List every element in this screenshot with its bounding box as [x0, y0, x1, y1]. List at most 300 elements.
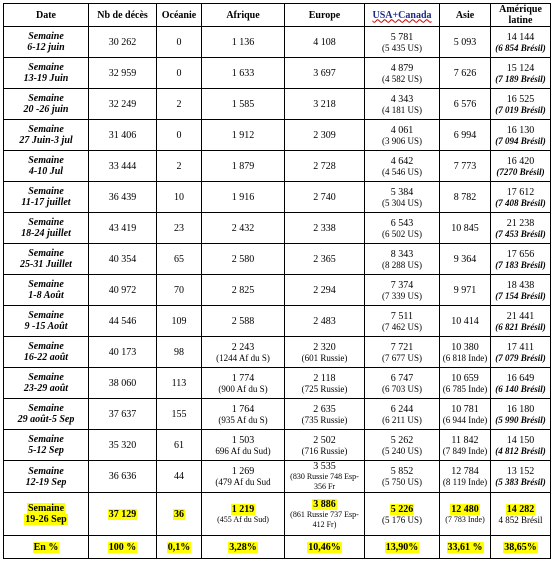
usa-cell — [365, 306, 440, 337]
latam-cell — [491, 89, 551, 120]
date-line1: Semaine — [28, 62, 64, 73]
usa-detail: (5 304 US) — [382, 197, 422, 208]
latam-cell — [491, 399, 551, 430]
latam-detail: (4 812 Brésil) — [495, 445, 546, 456]
usa-cell — [365, 461, 440, 493]
asie-cell — [440, 368, 491, 399]
usa-value: 5 384 — [390, 186, 414, 198]
asie-cell — [440, 244, 491, 275]
date-line1: Semaine — [28, 217, 64, 228]
percent-afrique: 3,28% — [229, 541, 257, 553]
deces-value: 40 173 — [108, 346, 137, 358]
asie-cell — [440, 493, 491, 536]
afrique-value: 1 219 — [231, 503, 255, 515]
deces-cell — [89, 58, 157, 89]
oceanie-value: 155 — [171, 408, 187, 420]
date-line2: 25-31 Juillet — [20, 259, 72, 270]
oceanie-cell — [157, 368, 202, 399]
europe-value: 4 108 — [313, 36, 336, 48]
afrique-value: 2 825 — [231, 284, 255, 296]
percent-label-cell — [4, 536, 89, 559]
europe-value: 2 309 — [313, 129, 336, 141]
afrique-value: 1 764 — [231, 403, 255, 415]
afrique-detail: (900 Af du S) — [218, 383, 268, 394]
europe-cell — [285, 27, 365, 58]
usa-cell — [365, 182, 440, 213]
percent-latam-cell — [491, 536, 551, 559]
percent-europe-cell — [285, 536, 365, 559]
latam-detail: 4 852 Brésil — [498, 514, 543, 525]
afrique-detail: (479 Af du Sud — [215, 477, 271, 487]
oceanie-cell — [157, 306, 202, 337]
asie-cell — [440, 58, 491, 89]
date-cell — [4, 244, 89, 275]
latam-value: 17 411 — [506, 341, 535, 353]
usa-value: 5 781 — [390, 31, 414, 43]
latam-cell — [491, 120, 551, 151]
latam-value: 16 649 — [506, 372, 535, 384]
oceanie-cell — [157, 461, 202, 493]
percent-afrique-cell — [202, 536, 285, 559]
afrique-cell — [202, 120, 285, 151]
afrique-cell — [202, 27, 285, 58]
usa-value: 6 543 — [390, 217, 414, 229]
deces-value: 40 972 — [108, 284, 137, 296]
deces-cell — [89, 182, 157, 213]
asie-cell — [440, 306, 491, 337]
date-line1: Semaine — [28, 124, 64, 135]
europe-detail: (861 Russie 737 Esp-412 Fr) — [290, 509, 359, 529]
afrique-cell — [202, 213, 285, 244]
latam-detail: (6 140 Brésil) — [495, 383, 546, 394]
week-row — [4, 337, 551, 368]
europe-cell — [285, 182, 365, 213]
date-line1: Semaine — [28, 372, 64, 383]
deces-value: 32 249 — [108, 98, 137, 110]
oceanie-value: 2 — [176, 98, 182, 110]
oceanie-value: 65 — [174, 253, 184, 265]
afrique-detail: (455 Af du Sud) — [217, 514, 269, 524]
usa-detail: (6 703 US) — [382, 383, 422, 394]
latam-cell — [491, 244, 551, 275]
afrique-cell — [202, 182, 285, 213]
latam-value: 16 525 — [506, 93, 535, 105]
europe-value: 3 535 — [313, 461, 336, 472]
asie-cell — [440, 337, 491, 368]
afrique-value: 1 136 — [231, 36, 255, 48]
oceanie-cell — [157, 493, 202, 536]
latam-detail: (5 383 Brésil) — [495, 477, 546, 487]
header-asie: Asie — [440, 4, 491, 27]
afrique-value: 1 916 — [231, 191, 255, 203]
date-line2: 4-10 Jul — [28, 166, 64, 177]
europe-cell — [285, 58, 365, 89]
date-line1: Semaine — [28, 155, 64, 166]
deces-cell — [89, 213, 157, 244]
week-row — [4, 430, 551, 461]
usa-detail: (5 750 US) — [382, 477, 422, 487]
deces-cell — [89, 399, 157, 430]
usa-value: 6 244 — [390, 403, 414, 415]
europe-detail: (725 Russie) — [301, 383, 348, 394]
usa-cell — [365, 151, 440, 182]
usa-value: 4 061 — [390, 124, 414, 136]
oceanie-value: 61 — [174, 439, 184, 451]
afrique-cell — [202, 275, 285, 306]
usa-value: 8 343 — [390, 248, 414, 260]
usa-cell — [365, 244, 440, 275]
afrique-value: 1 269 — [231, 466, 255, 477]
deces-value: 37 637 — [108, 408, 137, 420]
week-row — [4, 58, 551, 89]
header-amerique-latine: Amérique latine — [491, 4, 551, 27]
europe-value: 2 320 — [313, 341, 336, 353]
deces-cell — [89, 151, 157, 182]
latam-detail: (7 183 Brésil) — [495, 259, 546, 270]
header-usa-canada: USA+Canada — [365, 4, 440, 27]
europe-value: 2 338 — [313, 222, 336, 234]
oceanie-value: 0 — [176, 67, 182, 79]
asie-cell — [440, 120, 491, 151]
usa-cell — [365, 399, 440, 430]
header-afrique: Afrique — [202, 4, 285, 27]
latam-value: 14 282 — [506, 503, 535, 515]
usa-detail: (7 462 US) — [382, 321, 422, 332]
date-cell — [4, 58, 89, 89]
afrique-value: 1 585 — [231, 98, 255, 110]
oceanie-cell — [157, 213, 202, 244]
oceanie-cell — [157, 244, 202, 275]
date-line1: Semaine — [28, 465, 64, 477]
date-cell — [4, 89, 89, 120]
afrique-cell — [202, 58, 285, 89]
percent-oceanie: 0,1% — [167, 541, 191, 553]
usa-value: 4 343 — [390, 93, 414, 105]
asie-value: 7 773 — [453, 160, 477, 172]
usa-detail: (6 211 US) — [382, 414, 422, 425]
usa-cell — [365, 89, 440, 120]
date-line1: Semaine — [28, 310, 64, 321]
percent-row — [4, 536, 551, 559]
usa-cell — [365, 27, 440, 58]
europe-cell — [285, 213, 365, 244]
oceanie-cell — [157, 89, 202, 120]
usa-cell — [365, 58, 440, 89]
latam-value: 17 656 — [506, 248, 535, 260]
usa-detail: (7 339 US) — [382, 290, 422, 301]
date-line2: 23-29 août — [23, 383, 69, 394]
usa-detail: (8 288 US) — [382, 259, 422, 270]
asie-value: 7 626 — [453, 67, 477, 79]
percent-usa: 13,90% — [385, 541, 419, 553]
usa-detail: (4 181 US) — [382, 104, 422, 115]
deces-value: 44 546 — [108, 315, 137, 327]
europe-value: 2 118 — [313, 372, 336, 384]
asie-cell — [440, 89, 491, 120]
deaths-table — [3, 3, 551, 559]
date-cell — [4, 120, 89, 151]
afrique-value: 1 912 — [231, 129, 255, 141]
oceanie-value: 44 — [174, 471, 184, 482]
usa-detail: (4 582 US) — [382, 73, 422, 84]
europe-value: 3 886 — [313, 498, 336, 510]
week-row — [4, 120, 551, 151]
latam-cell — [491, 306, 551, 337]
asie-value: 10 845 — [451, 222, 479, 234]
europe-cell — [285, 120, 365, 151]
afrique-detail: 696 Af du Sud) — [215, 445, 271, 456]
date-cell — [4, 213, 89, 244]
oceanie-cell — [157, 337, 202, 368]
latam-detail: (7 453 Brésil) — [495, 228, 546, 239]
date-line1: Semaine — [28, 341, 64, 352]
asie-cell — [440, 27, 491, 58]
europe-value: 2 483 — [313, 315, 336, 327]
oceanie-value: 0 — [176, 129, 182, 141]
deces-cell — [89, 244, 157, 275]
afrique-cell — [202, 430, 285, 461]
asie-value: 6 576 — [453, 98, 477, 110]
percent-europe: 10,46% — [308, 541, 341, 553]
date-line2: 20 -26 juin — [23, 104, 69, 115]
date-line2: 29 août-5 Sep — [17, 414, 75, 425]
usa-cell — [365, 120, 440, 151]
usa-cell — [365, 213, 440, 244]
week-row — [4, 399, 551, 430]
deces-value: 43 419 — [108, 222, 137, 234]
asie-value: 10 414 — [451, 315, 479, 327]
latam-value: 16 420 — [506, 155, 535, 167]
europe-value: 2 635 — [313, 403, 336, 415]
week-row — [4, 275, 551, 306]
asie-detail: (7 849 Inde) — [442, 445, 488, 456]
latam-cell — [491, 275, 551, 306]
date-line2: 13-19 Juin — [23, 73, 69, 84]
afrique-cell — [202, 151, 285, 182]
afrique-cell — [202, 244, 285, 275]
oceanie-value: 98 — [174, 346, 184, 358]
date-line1: Semaine — [28, 248, 64, 259]
latam-value: 21 238 — [506, 217, 535, 229]
oceanie-cell — [157, 27, 202, 58]
asie-value: 9 364 — [453, 253, 477, 265]
deces-cell — [89, 461, 157, 493]
asie-value: 5 093 — [453, 36, 477, 48]
percent-asie-cell — [440, 536, 491, 559]
europe-detail: (601 Russie) — [301, 352, 348, 363]
highlight-row — [4, 493, 551, 536]
latam-cell — [491, 337, 551, 368]
date-line1: Semaine — [28, 186, 64, 197]
europe-detail: (716 Russie) — [301, 445, 348, 456]
deces-value: 30 262 — [108, 36, 137, 48]
latam-detail: (6 821 Brésil) — [495, 321, 546, 332]
latam-detail: (6 854 Brésil) — [495, 42, 546, 53]
date-line2: 27 Juin-3 jul — [19, 135, 73, 146]
usa-detail: (7 677 US) — [382, 352, 422, 363]
date-line1: Semaine — [28, 279, 64, 290]
latam-value: 16 180 — [506, 403, 535, 415]
date-cell — [4, 461, 89, 493]
europe-value: 2 502 — [313, 434, 336, 446]
usa-detail: (5 240 US) — [382, 445, 422, 456]
afrique-value: 1 503 — [231, 434, 255, 446]
latam-detail: (7 408 Brésil) — [495, 197, 546, 208]
week-row — [4, 213, 551, 244]
asie-cell — [440, 275, 491, 306]
afrique-cell — [202, 368, 285, 399]
date-line2: 5-12 Sep — [28, 445, 64, 456]
oceanie-value: 109 — [171, 315, 187, 327]
asie-value: 11 842 — [451, 434, 479, 446]
oceanie-cell — [157, 151, 202, 182]
latam-detail: (7 189 Brésil) — [495, 73, 546, 84]
asie-cell — [440, 182, 491, 213]
oceanie-cell — [157, 182, 202, 213]
latam-detail: (7 154 Brésil) — [495, 290, 546, 301]
latam-cell — [491, 151, 551, 182]
europe-cell — [285, 461, 365, 493]
latam-detail: (7 094 Brésil) — [495, 135, 546, 146]
afrique-detail: (1244 Af du S) — [216, 352, 270, 363]
usa-value: 7 721 — [390, 341, 414, 353]
deces-cell — [89, 493, 157, 536]
usa-value: 6 747 — [390, 372, 414, 384]
asie-cell — [440, 399, 491, 430]
date-cell — [4, 275, 89, 306]
week-row — [4, 244, 551, 275]
europe-cell — [285, 151, 365, 182]
percent-deces-cell — [89, 536, 157, 559]
latam-detail: (5 990 Brésil) — [495, 414, 546, 425]
date-cell — [4, 27, 89, 58]
asie-value: 12 784 — [451, 466, 479, 477]
date-line2: 16-22 août — [23, 352, 69, 363]
asie-cell — [440, 461, 491, 493]
europe-value: 2 728 — [313, 160, 336, 172]
deces-cell — [89, 337, 157, 368]
asie-cell — [440, 430, 491, 461]
europe-cell — [285, 337, 365, 368]
week-row — [4, 461, 551, 493]
asie-detail: (6 944 Inde) — [442, 414, 488, 425]
week-row — [4, 151, 551, 182]
deces-value: 35 320 — [108, 439, 137, 451]
deces-cell — [89, 306, 157, 337]
latam-value: 13 152 — [506, 466, 535, 477]
afrique-cell — [202, 89, 285, 120]
usa-value: 4 879 — [390, 62, 414, 74]
oceanie-value: 23 — [174, 222, 184, 234]
afrique-value: 1 633 — [231, 67, 255, 79]
date-cell — [4, 151, 89, 182]
asie-value: 6 994 — [453, 129, 477, 141]
europe-value: 3 697 — [313, 67, 336, 79]
latam-value: 15 124 — [506, 62, 535, 74]
usa-detail: (6 502 US) — [382, 228, 422, 239]
date-line2: 11-17 juillet — [21, 197, 71, 208]
oceanie-cell — [157, 399, 202, 430]
usa-detail: (4 546 US) — [382, 166, 422, 177]
week-row — [4, 89, 551, 120]
latam-value: 14 144 — [506, 31, 535, 43]
usa-cell — [365, 337, 440, 368]
asie-value: 10 781 — [451, 403, 479, 415]
europe-value: 2 740 — [313, 191, 336, 203]
usa-cell — [365, 368, 440, 399]
percent-label: En % — [33, 541, 59, 553]
afrique-value: 1 774 — [231, 372, 255, 384]
europe-detail: (830 Russie 748 Esp-356 Fr — [290, 472, 359, 491]
asie-value: 10 380 — [451, 341, 479, 353]
deces-value: 36 636 — [108, 471, 137, 482]
deces-value: 36 439 — [108, 191, 137, 203]
latam-cell — [491, 461, 551, 493]
usa-detail: (3 906 US) — [382, 135, 422, 146]
usa-value: 5 852 — [390, 466, 414, 477]
europe-value: 2 294 — [313, 284, 336, 296]
deces-cell — [89, 368, 157, 399]
header-row — [4, 4, 551, 27]
latam-detail: (7 079 Brésil) — [495, 352, 546, 363]
usa-cell — [365, 275, 440, 306]
oceanie-value: 70 — [174, 284, 184, 296]
date-cell — [4, 337, 89, 368]
percent-oceanie-cell — [157, 536, 202, 559]
afrique-cell — [202, 461, 285, 493]
deces-cell — [89, 120, 157, 151]
usa-cell — [365, 493, 440, 536]
date-cell — [4, 306, 89, 337]
europe-cell — [285, 275, 365, 306]
date-cell — [4, 399, 89, 430]
date-line1: Semaine — [28, 403, 64, 414]
latam-cell — [491, 27, 551, 58]
oceanie-cell — [157, 120, 202, 151]
latam-cell — [491, 368, 551, 399]
europe-cell — [285, 89, 365, 120]
asie-detail: (6 785 Inde) — [442, 383, 488, 394]
percent-latam: 38,65% — [504, 541, 537, 553]
asie-value: 12 480 — [451, 503, 479, 515]
deces-cell — [89, 275, 157, 306]
europe-cell — [285, 368, 365, 399]
date-line2: 1-8 Août — [28, 290, 64, 301]
date-line1: Semaine — [28, 31, 64, 42]
afrique-cell — [202, 337, 285, 368]
usa-value: 5 226 — [390, 503, 414, 515]
deces-value: 33 444 — [108, 160, 137, 172]
afrique-value: 1 879 — [231, 160, 255, 172]
date-cell — [4, 182, 89, 213]
europe-value: 2 365 — [313, 253, 336, 265]
afrique-cell — [202, 399, 285, 430]
oceanie-value: 36 — [174, 508, 184, 520]
deces-value: 38 060 — [108, 377, 137, 389]
deces-value: 40 354 — [108, 253, 137, 265]
date-cell — [4, 368, 89, 399]
asie-value: 10 659 — [451, 372, 479, 384]
europe-cell — [285, 493, 365, 536]
date-line1: Semaine — [28, 93, 64, 104]
latam-value: 18 438 — [506, 279, 535, 291]
header-oceanie: Océanie — [157, 4, 202, 27]
usa-cell — [365, 430, 440, 461]
latam-value: 21 441 — [506, 310, 535, 322]
afrique-cell — [202, 306, 285, 337]
afrique-value: 2 432 — [231, 222, 255, 234]
latam-cell — [491, 493, 551, 536]
